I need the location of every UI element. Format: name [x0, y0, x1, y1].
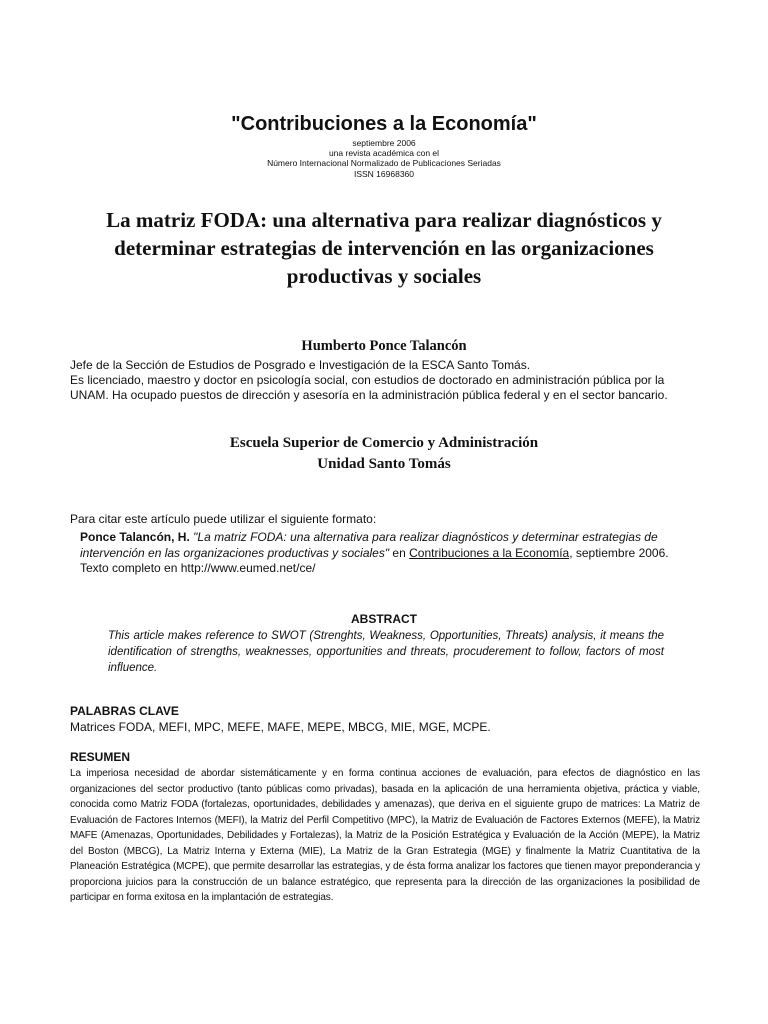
journal-name: "Contribuciones a la Economía" [231, 113, 537, 135]
abstract-text: This article makes reference to SWOT (Strenghts, Weakness, Opportunities, Threats) analysis, it means the identification of strengths, weaknesses, opportunities and threats, procuderement to follow, factors of most influence. [108, 630, 664, 674]
citation-block [80, 530, 705, 577]
institution-unit: Unidad Santo Tomás [317, 456, 451, 472]
author-bio-line-1: Jefe de la Sección de Estudios de Posgrado e Investigación de la ESCA Santo Tomás. [70, 358, 531, 372]
journal-issn: ISSN 16968360 [353, 169, 415, 179]
article-title [0, 206, 768, 290]
citation-author: Ponce Talancón, H. [80, 530, 190, 544]
title-line-2: determinar estrategias de intervención en las organizaciones [114, 236, 654, 260]
author-name: Humberto Ponce Talancón [301, 338, 467, 354]
citation-intro: Para citar este artículo puede utilizar el siguiente formato: [70, 512, 377, 526]
author-bio-line-2: Es licenciado, maestro y doctor en psicología social, con estudios de doctorado en administración pública por la [70, 373, 665, 387]
journal-number-line: Número Internacional Normalizado de Publicaciones Seriadas [267, 158, 501, 168]
keywords-heading: PALABRAS CLAVE [70, 704, 179, 718]
citation-date: , septiembre 2006. [569, 545, 669, 560]
keywords-text: Matrices FODA, MEFI, MPC, MEFE, MAFE, MEPE, MBCG, MIE, MGE, MCPE. [70, 720, 491, 734]
citation-title: "La matriz FODA: una alternativa para realizar diagnósticos y determinar estrategias de intervención en las organizaciones productivas y sociales" [80, 530, 658, 560]
abstract-heading: ABSTRACT [351, 612, 417, 626]
resumen-heading: RESUMEN [70, 750, 131, 764]
institution-name: Escuela Superior de Comercio y Administración [229, 435, 539, 451]
citation-journal-link[interactable]: Contribuciones a la Economía [409, 545, 570, 560]
journal-subtitle: una revista académica con el [328, 148, 440, 158]
citation-fulltext: Texto completo en http://www.eumed.net/ce/ [80, 561, 316, 575]
resumen-text: La imperiosa necesidad de abordar sistemáticamente y en forma continua acciones de evaluación, para efectos de diagnóstico en las organizaciones del sector productivo (tanto públicas como privadas), basada en la aplicación de una herramienta objetiva, práctica y viable, conocida como Matriz FODA (fortalezas, oportunidades, debilidades y amenazas), que deriva en el siguiente grupo de matrices: La Matriz de Evaluación de Factores Internos (MEFI), la Matriz del Perfil Competitivo (MPC), la Matriz de Evaluación de Factores Externos (MEFE), la Matriz MAFE (Amenazas, Oportunidades, Debilidades y Fortalezas), la Matriz de la Posición Estratégica y Evaluación de la Acción (MEPE), la Matriz del Boston (MBCG), La Matriz Interna y Externa (MIE), La Matriz de la Gran Estrategia (MGE) y finalmente la Matriz Cuantitativa de la Planeación Estratégica (MCPE), que permite desarrollar las estrategias, y de ésta forma analizar los factores que tienen mayor preponderancia y proporciona juicios para la construcción de un balance estratégico, que representa para la dirección de las organizaciones la posibilidad de participar en forma exitosa en la implantación de estrategias. [70, 768, 700, 903]
title-line-1: La matriz FODA: una alternativa para realizar diagnósticos y [106, 208, 662, 232]
citation-en: en [389, 545, 410, 560]
author-bio-line-3: UNAM. Ha ocupado puestos de dirección y asesoría en la administración pública federal y en el sector bancario. [70, 388, 668, 402]
title-line-3: productivas y sociales [286, 264, 482, 288]
journal-date: septiembre 2006 [352, 138, 416, 148]
